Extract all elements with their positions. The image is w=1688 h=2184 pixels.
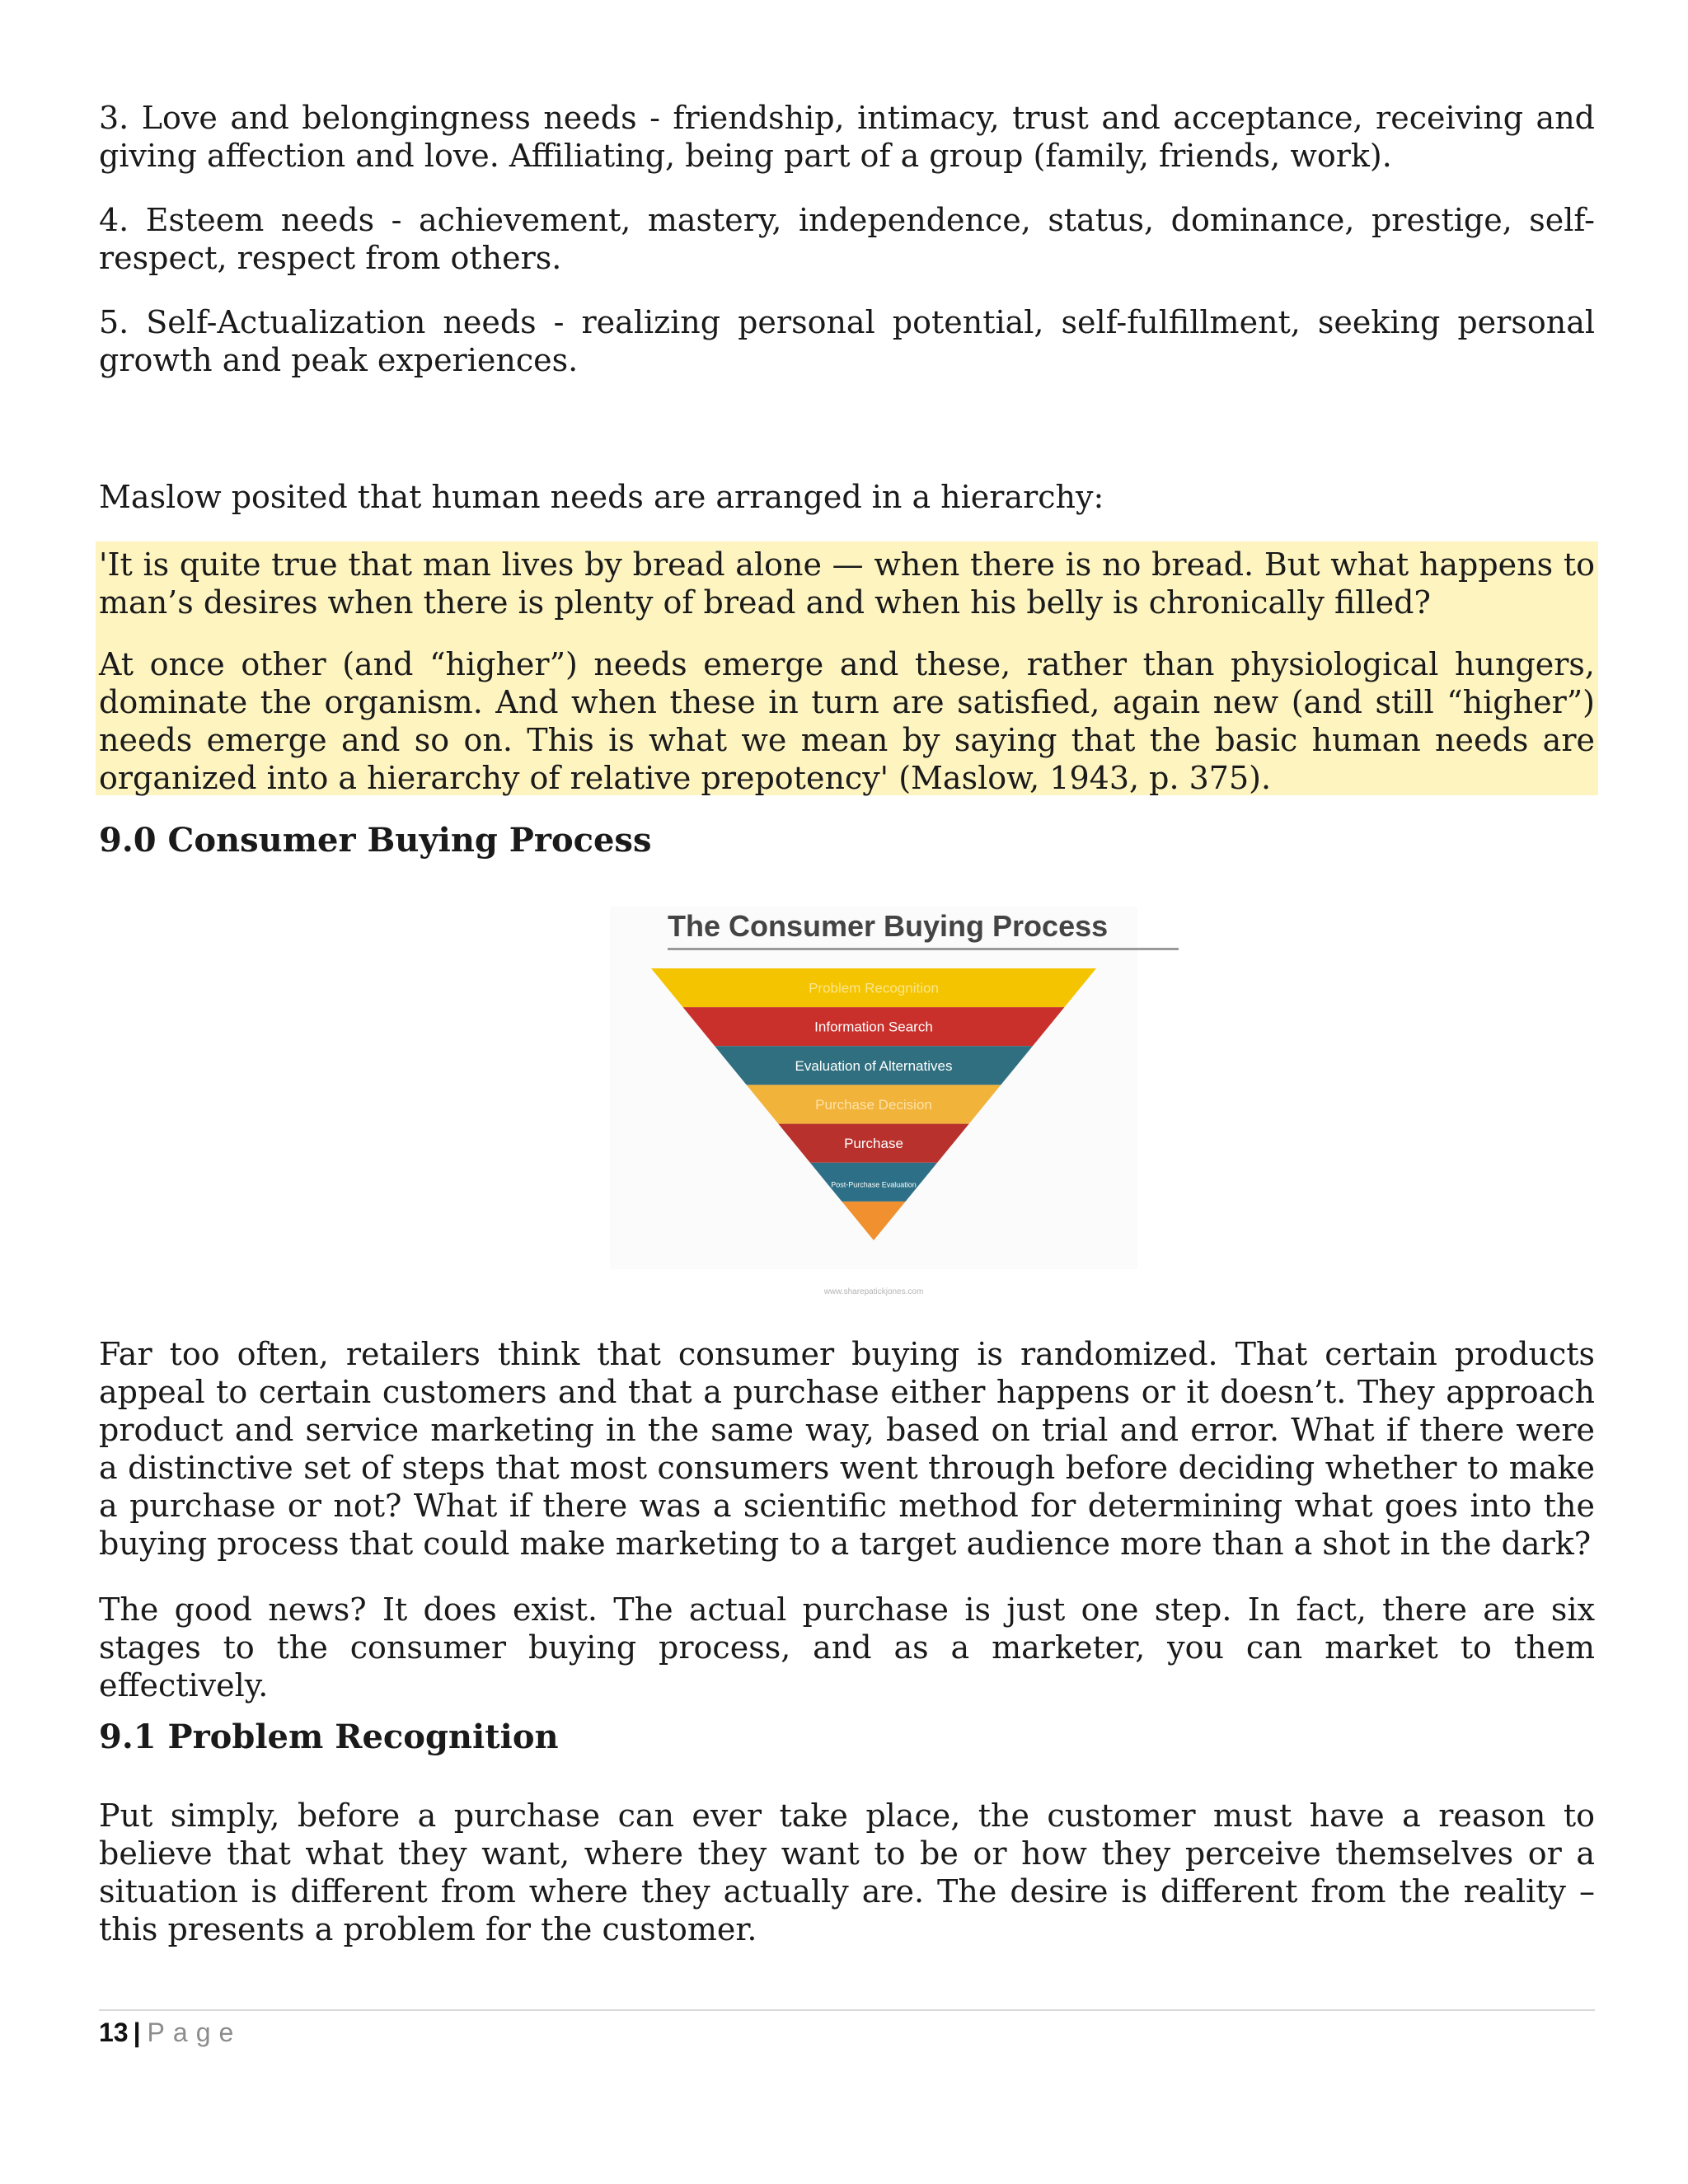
paragraph-retailers: Far too often, retailers think that consumer buying is randomized. That certain products appeal to certain customers and that a purchase either happens or it doesn’t. They approach product and service marketing in the same way, based on trial and error. What if there were a distinctive set of steps that most consumers went through before deciding whether to make a purchase or not? What if there was a scientific method for determining what goes into the buying process that could make marketing to a target audience more than a shot in the dark? — [99, 1336, 1595, 1562]
figure-title-underline — [668, 948, 1179, 950]
paragraph-love-needs: 3. Love and belongingness needs - friendship, intimacy, trust and acceptance, receiving and giving affection and love. Affiliating, being part of a group (family, friends, work). — [99, 100, 1595, 174]
funnel-stage-label-6: Post-Purchase Evaluation — [831, 1180, 917, 1189]
consumer-buying-process-figure — [569, 907, 1179, 1302]
funnel-stage-label-4: Purchase Decision — [815, 1097, 932, 1113]
figure-source: www.sharepatickjones.com — [823, 1287, 924, 1296]
quote-paragraph-2: At once other (and “higher”) needs emerge and these, rather than physiological hungers, dominate the organism. And when these in turn are satisfied, again new (and still “higher”) needs emerge and so on. This is what we mean by saying that the basic human needs are organized into a hierarchy of relative prepotency' (Maslow, 1943, p. 375). — [99, 646, 1595, 796]
paragraph-good-news: The good news? It does exist. The actual purchase is just one step. In fact, there are six stages to the consumer buying process, and as a marketer, you can market to them effectively. — [99, 1591, 1595, 1704]
section-heading-consumer-buying-process: 9.0 Consumer Buying Process — [99, 821, 652, 860]
quote-paragraph-1: 'It is quite true that man lives by bread alone — when there is no bread. But what happens to man’s desires when there is plenty of bread and when his belly is chronically filled? — [99, 546, 1595, 621]
page-number: 13 — [99, 2018, 129, 2047]
paragraph-problem-recognition: Put simply, before a purchase can ever take place, the customer must have a reason to believe that what they want, where they want to be or how they perceive themselves or a situation is different from where they actually are. The desire is different from the reality – this presents a problem for the customer. — [99, 1797, 1595, 1947]
section-heading-problem-recognition: 9.1 Problem Recognition — [99, 1718, 559, 1756]
funnel-stage-label-1: Problem Recognition — [809, 980, 939, 996]
funnel-diagram — [569, 907, 1179, 1302]
funnel-stage-label-3: Evaluation of Alternatives — [795, 1057, 953, 1074]
figure-title: The Consumer Buying Process — [668, 909, 1109, 943]
paragraph-self-actualization: 5. Self-Actualization needs - realizing personal potential, self-fulfillment, seeking personal growth and peak experiences. — [99, 304, 1595, 378]
funnel-stage-label-2: Information Search — [814, 1019, 933, 1035]
paragraph-maslow-intro: Maslow posited that human needs are arranged in a hierarchy: — [99, 479, 1104, 515]
paragraph-esteem-needs: 4. Esteem needs - achievement, mastery, independence, status, dominance, prestige, self-respect, respect from others. — [99, 202, 1595, 276]
footer-separator: | — [133, 2018, 141, 2047]
footer-divider — [99, 2009, 1595, 2011]
funnel-stage-label-5: Purchase — [844, 1136, 903, 1152]
page-label: Page — [147, 2018, 242, 2047]
page-footer — [99, 2016, 241, 2049]
